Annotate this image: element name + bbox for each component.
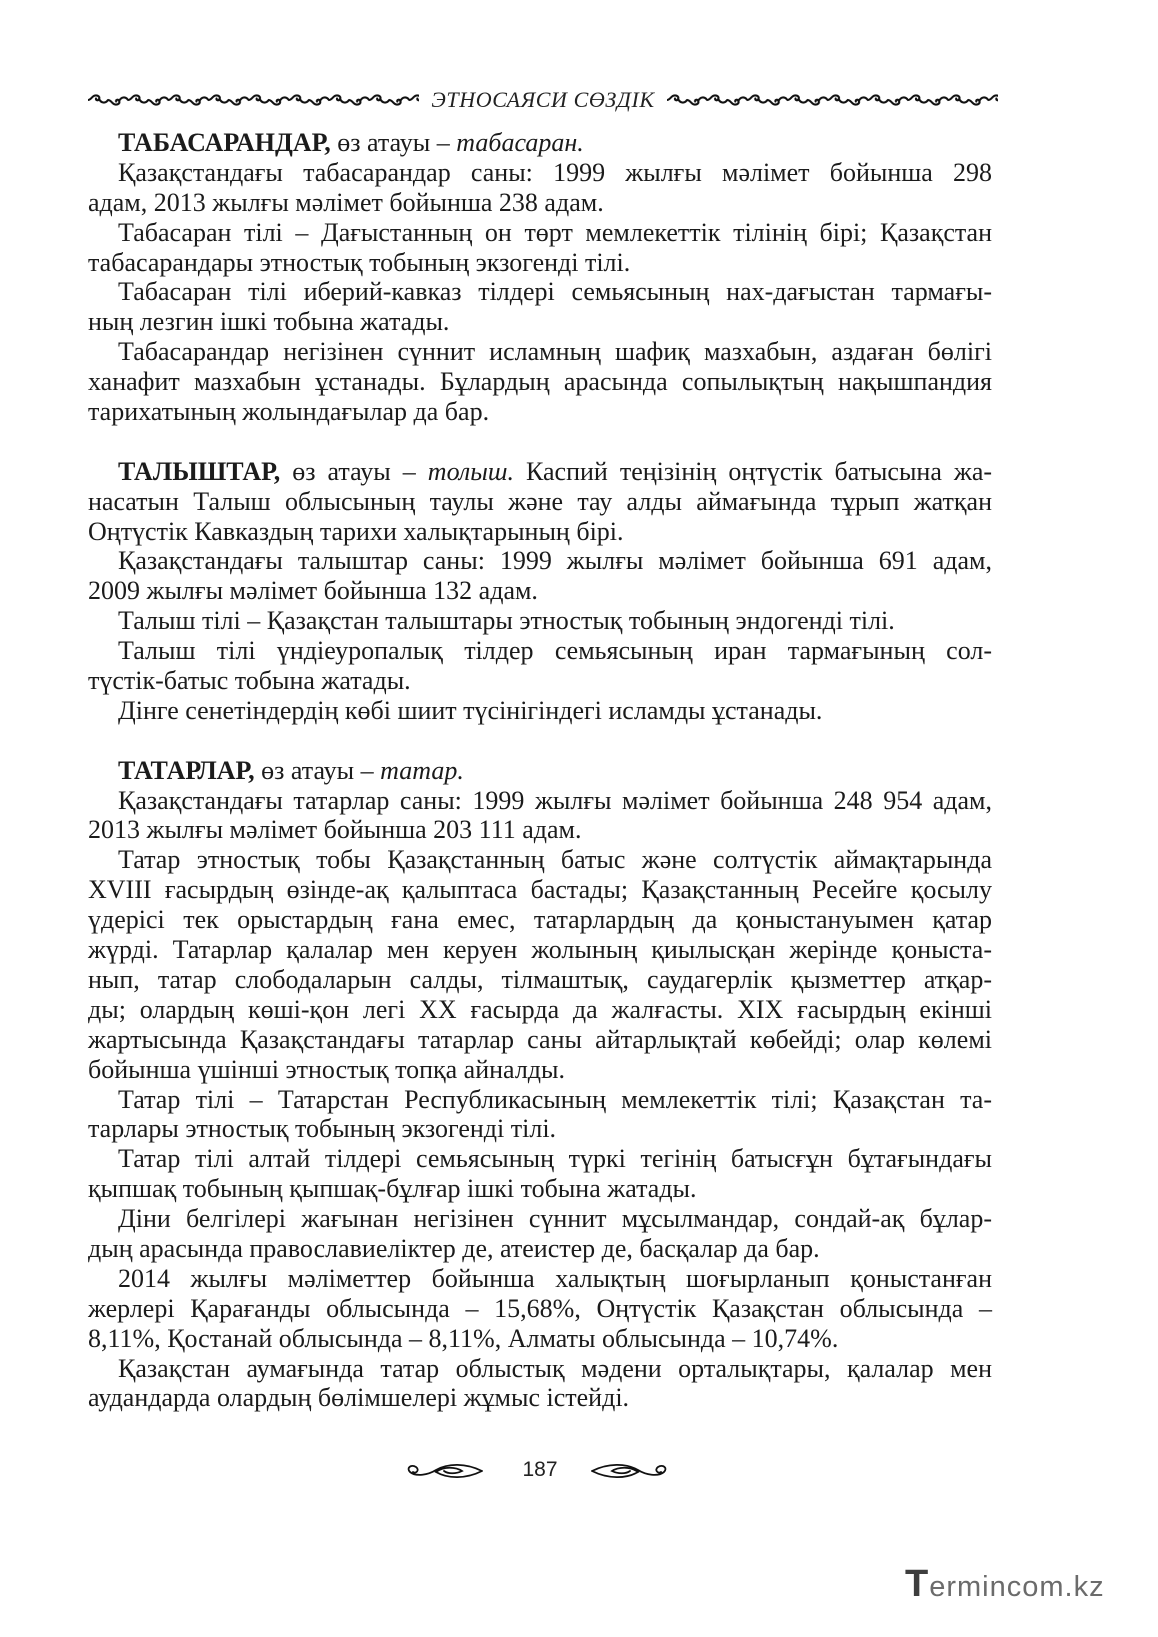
entry-headword-line: [88, 756, 992, 786]
paragraph: [88, 845, 992, 1084]
paragraph: [88, 1144, 992, 1204]
flourish-left-icon: [404, 1460, 484, 1482]
paragraph: [88, 1204, 992, 1264]
running-header-title: ЭТНОСАЯСИ СӨЗДІК: [431, 87, 655, 112]
text-line: Талыш тілі – Қазақстан талыштары этностық тобының эндогенді тілі.: [118, 606, 895, 636]
text-line: насатын Талыш облысының таулы және тау алды аймағында тұрып жатқан: [88, 486, 992, 516]
text-line: Талыш тілі үндіеуропалық тілдер семьясының иран тармағының сол-: [118, 636, 992, 666]
text-line: XVIII ғасырдың өзінде-ақ қалыптаса бастады; Қазақстанның Ресейге қосылу: [88, 875, 992, 905]
text-line: бойынша үшінші этностық топқа айналды.: [88, 1054, 565, 1084]
paragraph: [88, 546, 992, 606]
text-line: 2013 жылғы мәлімет бойынша 203 111 адам.: [88, 815, 582, 845]
dictionary-entry: [88, 756, 992, 1414]
text-line: Қазақстандағы табасарандар саны: 1999 жылғы мәлімет бойынша 298: [118, 157, 992, 187]
ornament-band: [88, 92, 419, 108]
paragraph: [88, 277, 992, 337]
text-line: Татар тілі алтай тілдері семьясының түркі тегінің батысғұн бұтағындағы: [118, 1144, 992, 1174]
text-line: адам, 2013 жылғы мәлімет бойынша 238 адам.: [88, 187, 604, 217]
text-line: 8,11%, Қостанай облысында – 8,11%, Алматы облысында – 10,74%.: [88, 1323, 839, 1353]
text-line: Қазақстандағы талыштар саны: 1999 жылғы мәлімет бойынша 691 адам,: [118, 546, 992, 576]
text-line: қыпшақ тобының қыпшақ-бұлғар ішкі тобына жатады.: [88, 1174, 697, 1204]
text-line: түстік-батыс тобына жатады.: [88, 666, 411, 696]
entry-term: ТАЛЫШТАР,: [118, 456, 281, 486]
text-line: 2014 жылғы мәліметтер бойынша халықтың шоғырланып қоныстанған: [118, 1263, 992, 1293]
text-line: Татар тілі – Татарстан Республикасының мемлекеттік тілі; Қазақстан та-: [118, 1084, 992, 1114]
paragraph: [88, 1264, 992, 1354]
text-line: дың арасында православиеліктер де, атеистер де, басқалар да бар.: [88, 1233, 820, 1263]
dictionary-text: [88, 128, 992, 1413]
paragraph: [88, 218, 992, 278]
flourish-stroke: [592, 1465, 665, 1477]
paragraph: [88, 337, 992, 427]
text-line: ханафит мазхабын ұстанады. Бұлардың арасында сопылықтың нақышпандия: [88, 367, 992, 397]
self-name-label: өз атауы –: [337, 128, 450, 157]
entry-term: ТАТАРЛАР,: [118, 755, 255, 785]
text-line: табасарандары этностық тобының экзогенді тілі.: [88, 247, 631, 277]
ornament-left-icon: [88, 92, 419, 108]
paragraph: [88, 1085, 992, 1145]
dictionary-entry: [88, 128, 992, 427]
text-line: жүрді. Татарлар қалалар мен керуен жолының қиылысқан жерінде қоныста-: [88, 935, 992, 965]
site-watermark: Termincom.kz: [905, 1563, 1105, 1605]
paragraph: [88, 158, 992, 218]
text-line: жерлері Қарағанды облысында – 15,68%, Оңтүстік Қазақстан облысында –: [88, 1293, 992, 1323]
paragraph: [88, 1354, 992, 1414]
text-line: Табасарандар негізінен сүннит исламның шафиқ мазхабын, аздаған бөлігі: [118, 337, 992, 367]
ornament-right-icon: [667, 92, 998, 108]
text-line: Қазақстан аумағында татар облыстық мәдени орталықтары, қалалар мен: [118, 1353, 992, 1383]
paragraph: [88, 636, 992, 696]
dictionary-entry: [88, 457, 992, 726]
page-number: 187: [522, 1458, 558, 1481]
text-line: Дінге сенетіндердің көбі шиит түсінігіндегі исламды ұстанады.: [118, 695, 823, 725]
self-name-label: өз атауы –: [292, 456, 416, 486]
text-line: нып, татар слободаларын салды, тілмаштық, саудагерлік қызметтер атқар-: [88, 964, 992, 994]
text-line: үдерісі тек орыстардың ғана емес, татарлардың да қоныстануымен қатар: [88, 905, 992, 935]
self-name: толыш.: [427, 456, 514, 486]
self-name-label: өз атауы –: [261, 755, 374, 785]
text-line: жартысында Қазақстандағы татарлар саны айтарлықтай көбейді; олар көлемі: [88, 1024, 992, 1054]
text-line: тарихатының жолындағылар да бар.: [88, 397, 490, 427]
text-line: Табасаран тілі иберий-кавказ тілдері семьясының нах-дағыстан тармағы-: [118, 277, 992, 307]
entry-term: ТАБАСАРАНДАР,: [118, 128, 331, 157]
text-line: Діни белгілері жағынан негізінен сүннит мұсылмандар, сондай-ақ бұлар-: [118, 1204, 992, 1234]
ornament-band: [667, 92, 998, 108]
paragraph: [88, 786, 992, 846]
entry-headword-line: [88, 457, 992, 487]
self-name: татар.: [380, 755, 464, 785]
flourish-stroke: [409, 1465, 482, 1477]
text-line: тарлары этностық тобының экзогенді тілі.: [88, 1114, 557, 1144]
text-line: Татар этностық тобы Қазақстанның батыс және солтүстік аймақтарында: [118, 845, 992, 875]
running-header: [88, 89, 998, 111]
text-line: Оңтүстік Кавказдың тарихи халықтарының бірі.: [88, 516, 624, 546]
entry-headword-line: [88, 128, 992, 158]
headword-line-text: Каспий теңізінің оңтүстік батысына жа-: [526, 456, 993, 486]
text-line: ды; олардың көші-қон легі XX ғасырда да жалғасты. XIX ғасырдың екінші: [88, 994, 992, 1024]
text-line: Қазақстандағы татарлар саны: 1999 жылғы мәлімет бойынша 248 954 адам,: [118, 785, 992, 815]
paragraph: [88, 696, 992, 726]
text-line: Табасаран тілі – Дағыстанның он төрт мемлекеттік тілінің бірі; Қазақстан: [118, 217, 992, 247]
page-footer: [0, 1456, 1158, 1486]
text-line: ның лезгин ішкі тобына жатады.: [88, 307, 450, 337]
flourish-right-icon: [590, 1460, 670, 1482]
text-line: 2009 жылғы мәлімет бойынша 132 адам.: [88, 576, 538, 606]
self-name: табасаран.: [456, 128, 584, 157]
text-line: аудандарда олардың бөлімшелері жұмыс істейді.: [88, 1383, 630, 1413]
paragraph: [88, 606, 992, 636]
